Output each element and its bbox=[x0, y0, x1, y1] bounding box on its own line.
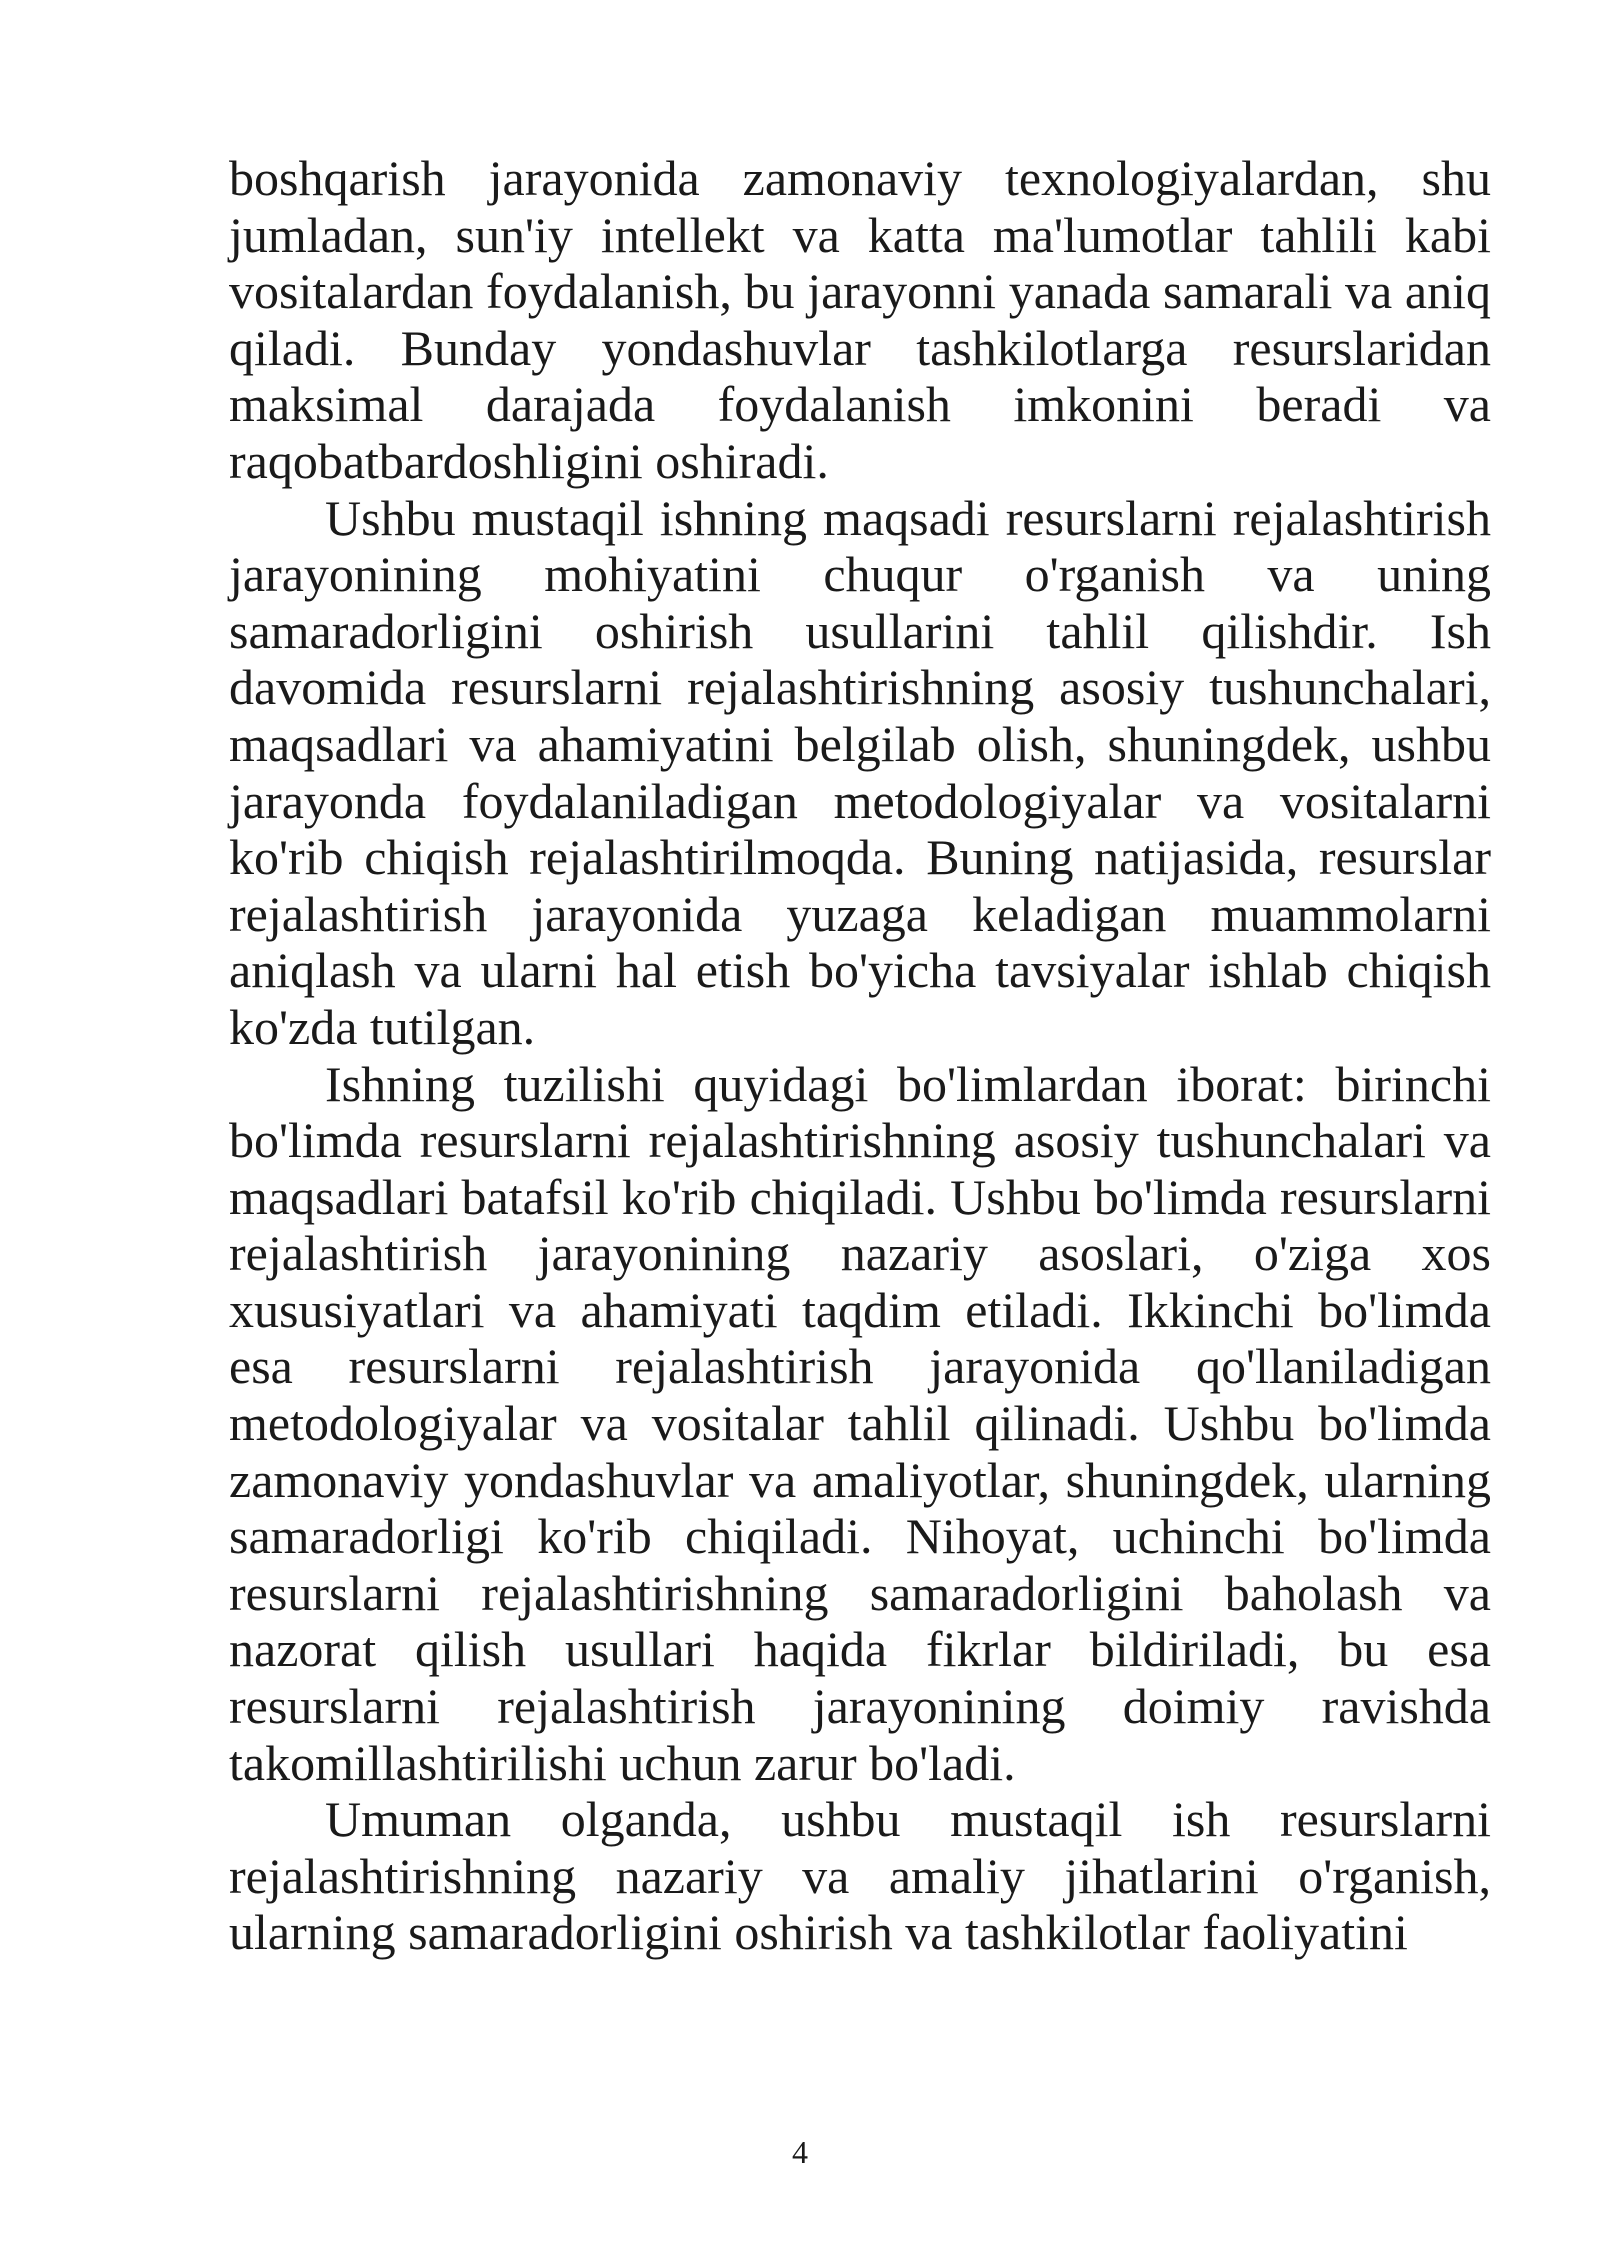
body-text bbox=[229, 150, 1491, 1961]
page-number: 4 bbox=[792, 2134, 808, 2170]
paragraph-structure: Ishning tuzilishi quyidagi bo'limlardan iborat: birinchi bo'limda resurslarni rejalashtirishning asosiy tushunchalari va maqsadlari batafsil ko'rib chiqiladi. Ushbu bo'limda resurslarni rejalashtirish jarayonining nazariy asoslari, o'ziga xos xususiyatlari va ahamiyati taqdim etiladi. Ikkinchi bo'limda esa resurslarni rejalashtirish jarayonida qo'llaniladigan metodologiyalar va vositalar tahlil qilinadi. Ushbu bo'limda zamonaviy yondashuvlar va amaliyotlar, shuningdek, ularning samaradorligi ko'rib chiqiladi. Nihoyat, uchinchi bo'limda resurslarni rejalashtirishning samaradorligini baholash va nazorat qilish usullari haqida fikrlar bildiriladi, bu esa resurslarni rejalashtirish jarayonining doimiy ravishda takomillashtirilishi uchun zarur bo'ladi. bbox=[229, 1055, 1491, 1791]
paragraph-summary: Umuman olganda, ushbu mustaqil ish resurslarni rejalashtirishning nazariy va amaliy jihatlarini o'rganish, ularning samaradorligini oshirish va tashkilotlar faoliyatini bbox=[229, 1791, 1491, 1961]
paragraph-continuation: boshqarish jarayonida zamonaviy texnologiyalardan, shu jumladan, sun'iy intellekt va katta ma'lumotlar tahlili kabi vositalardan foydalanish, bu jarayonni yanada samarali va aniq qiladi. Bunday yondashuvlar tashkilotlarga resurslaridan maksimal darajada foydalanish imkonini beradi va raqobatbardoshligini oshiradi. bbox=[229, 150, 1491, 489]
paragraph-goal: Ushbu mustaqil ishning maqsadi resurslarni rejalashtirish jarayonining mohiyatini chuqur o'rganish va uning samaradorligini oshirish usullarini tahlil qilishdir. Ish davomida resurslarni rejalashtirishning asosiy tushunchalari, maqsadlari va ahamiyatini belgilab olish, shuningdek, ushbu jarayonda foydalaniladigan metodologiyalar va vositalarni ko'rib chiqish rejalashtirilmoqda. Buning natijasida, resurslar rejalashtirish jarayonida yuzaga keladigan muammolarni aniqlash va ularni hal etish bo'yicha tavsiyalar ishlab chiqish ko'zda tutilgan. bbox=[229, 489, 1491, 1055]
